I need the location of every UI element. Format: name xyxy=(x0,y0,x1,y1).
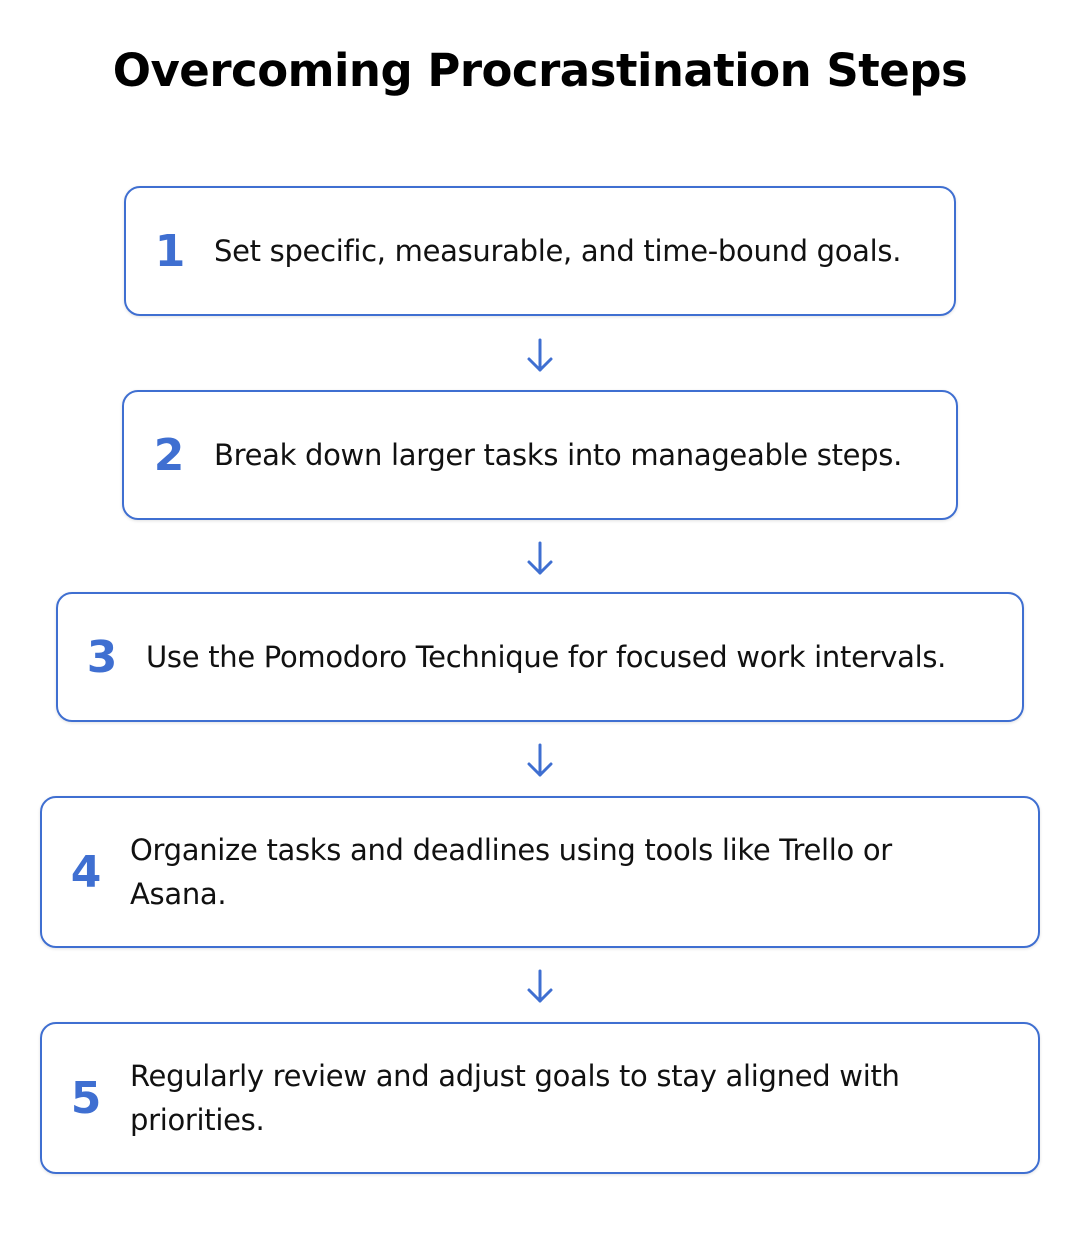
step-text: Set specific, measurable, and time-bound goals. xyxy=(214,234,902,268)
step-box-5 xyxy=(40,1022,1040,1174)
step-number: 1 xyxy=(154,225,186,277)
step-number: 4 xyxy=(70,846,102,898)
step-box-2 xyxy=(122,390,958,520)
arrow-down-icon xyxy=(524,539,556,579)
step-box-4 xyxy=(40,796,1040,948)
arrow-down-icon xyxy=(524,336,556,376)
step-number: 3 xyxy=(86,631,118,683)
arrow-down-icon xyxy=(524,967,556,1007)
step-text: Break down larger tasks into manageable steps. xyxy=(214,438,903,472)
step-box-1 xyxy=(124,186,956,316)
step-box-3 xyxy=(56,592,1024,722)
step-number: 5 xyxy=(70,1072,102,1124)
step-text: Regularly review and adjust goals to stay aligned with priorities. xyxy=(130,1059,900,1137)
step-text: Use the Pomodoro Technique for focused work intervals. xyxy=(146,640,947,674)
step-number: 2 xyxy=(153,429,185,481)
page-title: Overcoming Procrastination Steps xyxy=(112,44,968,97)
step-text: Organize tasks and deadlines using tools like Trello or Asana. xyxy=(130,833,892,911)
arrow-down-icon xyxy=(524,741,556,781)
